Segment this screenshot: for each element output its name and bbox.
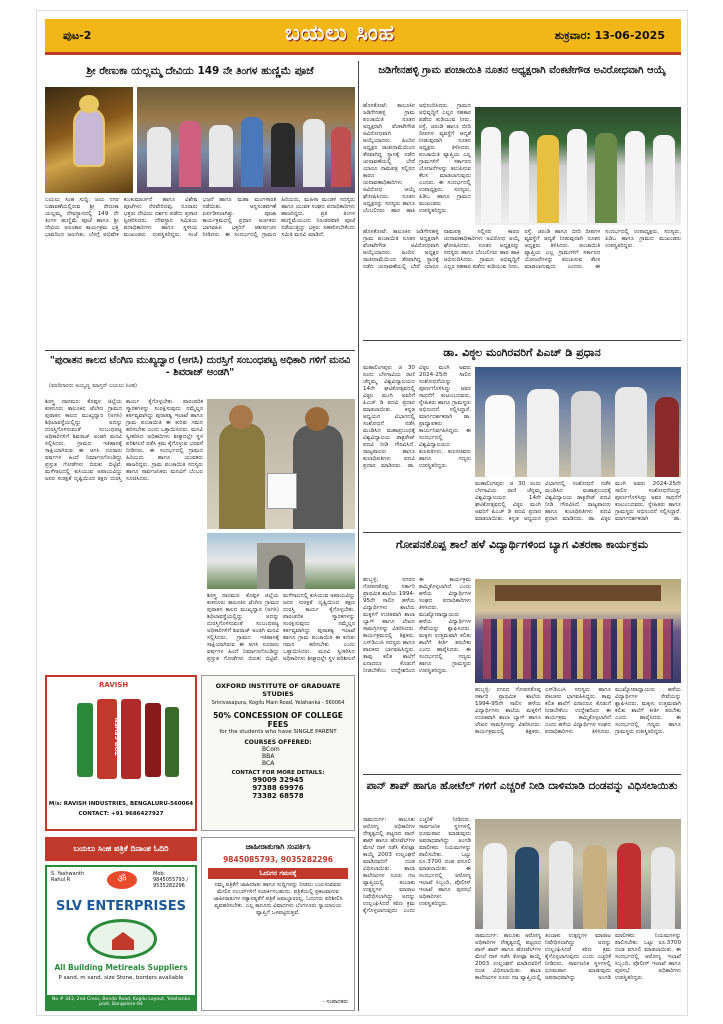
newspaper-page — [36, 10, 688, 1016]
article-headline: ಜಡಿಗೇನಹಳ್ಳಿ ಗ್ರಾಮ ಪಂಚಾಯಿತಿ ನೂತನ ಅಧ್ಯಕ್ಷರಾಗಿ ವೆಂಕಟೇಗೌಡ ಅವಿರೋಧವಾಗಿ ಆಯ್ಕೆ — [378, 65, 666, 76]
raid-photo — [475, 819, 681, 929]
article-bag-distribution — [363, 535, 681, 771]
article-headline: ಶ್ರೀ ರೇಣುಕಾ ಯಲ್ಲಮ್ಮ ದೇವಿಯ 149 ನೇ ತಿಂಗಳ ಹುಣ್ಣಿಮೆ ಪೂಜೆ — [86, 65, 314, 77]
oxford-offer: 50% CONCESSION OF COLLEGE FEES — [213, 711, 343, 729]
article-panchayat-election — [363, 63, 681, 338]
classified-phones: 9845085793, 9035282296 — [223, 855, 333, 864]
house-logo-icon — [87, 919, 157, 959]
slv-tagline: All Building Metireals Suppliers — [54, 963, 188, 972]
slv-owner: S. Yashwanth Rahul R — [51, 871, 85, 883]
devotees-photo — [137, 87, 355, 193]
gate-photo — [207, 533, 355, 589]
notice-sign: - ಸಂಪಾದಕರು — [322, 999, 348, 1005]
ravish-industries-ad — [45, 675, 197, 831]
article-headline: ಪಾನ್ ಶಾಪ್ ಹಾಗೂ ಹೋಟೆಲ್ ಗಳಿಗೆ ಎಚ್ಚರಿಕೆ ನೀಡಿ ದಾಳಿಮಾಡಿ ದಂಡವನ್ನು ವಿಧಿಸಲಾಯಿತು — [366, 780, 678, 792]
article-body: ಹೊಸಕೋಟೆ: ತಾಲೂಕಿನ ಜಡಿಗೇನಹಳ್ಳಿ ಗ್ರಾಮ ಪಂಚಾಯಿತಿ ನೂತನ ಅಧ್ಯಕ್ಷರಾಗಿ ವೆಂಕಟೇಗೌಡ ಅವಿರೋಧವಾಗಿ ಆಯ್ಕೆಯಾದರು. ಹಿಂದಿನ ಅಧ್ಯಕ್ಷರ ರಾಜೀನಾಮೆಯಿಂದ ತೆರವಾಗಿದ್ದ ಸ್ಥಾನಕ್ಕೆ ನಡೆದ ಚುನಾವಣೆಯಲ್ಲಿ ಬೇರೆ ಯಾರೂ ನಾಮಪತ್ರ ಸಲ್ಲಿಸದ ಕಾರಣ ಚುನಾವಣಾಧಿಕಾರಿಗಳು ಅವಿರೋಧ ಆಯ್ಕೆ ಘೋಷಿಸಿದರು. ನೂತನ ಅಧ್ಯಕ್ಷರನ್ನು ಸದಸ್ಯರು ಹಾಗೂ ಬೆಂಬಲಿಗರು ಹಾರ ಹಾಕಿ ಅಭಿನಂದಿಸಿದರು. ಗ್ರಾಮದ ಅಭಿವೃದ್ಧಿಗೆ ಎಲ್ಲರ ಸಹಕಾರ ಪಡೆದು ಕುಡಿಯುವ ನೀರು, ರಸ್ತೆ, ಚರಂಡಿ ಹಾಗೂ ಬೀದಿ ದೀಪಗಳ ವ್ಯವಸ್ಥೆಗೆ ಆದ್ಯತೆ ನೀಡುವುದಾಗಿ ನೂತನ ಅಧ್ಯಕ್ಷರು ತಿಳಿಸಿದರು. ಪಂಚಾಯಿತಿ ವ್ಯಾಪ್ತಿಯ ಎಲ್ಲ ಗ್ರಾಮಗಳಿಗೆ ಸರ್ಕಾರದ ಯೋಜನೆಗಳನ್ನು ತಲುಪಿಸುವ ಕೆಲಸ ಮಾಡಲಾಗುವುದು ಎಂದರು. ಈ ಸಂದರ್ಭದಲ್ಲಿ ಉಪಾಧ್ಯಕ್ಷರು, ಸದಸ್ಯರು, ಪಿಡಿಒ ಹಾಗೂ ಗ್ರಾಮದ ಮುಖಂಡರು ಉಪಸ್ಥಿತರಿದ್ದರು. — [363, 103, 471, 214]
row-divider — [363, 774, 681, 775]
slv-address: No # 343, 2nd Cross, Benda Road, Kogilu Layout, Yelahanka post, Bangalore-64 — [47, 995, 195, 1009]
article-body: ಮಹಾಲಿಂಗಪುರ: ಜಿ 30 ರಂದು ಬೆಳಗಾವಿಯ ರಾಣಿ ಚೆನ್ನಮ್ಮ ವಿಶ್ವವಿದ್ಯಾಲಯದ 14ನೇ ಘಟಿಕೋತ್ಸವದಲ್ಲಿ ವಿಠ್ಠಲ ಮಂಗಿ ಅವರಿಗೆ ಪಿಎಚ್ ಡಿ ಪದವಿ ಪ್ರದಾನ ಮಾಡಲಾಯಿತು. ಕನ್ನಡ ಅಧ್ಯಯನ ವಿಭಾಗದಲ್ಲಿ ಸಂಶೋಧನೆ ನಡೆಸಿ ಮಂಡಿಸಿದ ಮಹಾಪ್ರಬಂಧಕ್ಕೆ ವಿಶ್ವವಿದ್ಯಾಲಯ ಡಾಕ್ಟರೇಟ್ ಪದವಿ ನೀಡಿ ಗೌರವಿಸಿದೆ. ರಾಜ್ಯಪಾಲರು ಹಾಗೂ ಕುಲಾಧಿಪತಿಗಳು ಪದವಿ ಪ್ರದಾನ ಮಾಡಿದರು. ಡಾ. ವಿಠ್ಠಲ ಮಂಗಿ ಅವರು 2024-25ನೇ ಸಾಲಿನ ಸಂಶೋಧನೆಯನ್ನು ಪೂರ್ಣಗೊಳಿಸಿದ್ದು ಅವರ ಸಾಧನೆಗೆ ಕುಟುಂಬದವರು, ಸ್ನೇಹಿತರು ಹಾಗೂ ಗ್ರಾಮಸ್ಥರು ಅಭಿನಂದನೆ ಸಲ್ಲಿಸಿದ್ದಾರೆ. ಮಾರ್ಗದರ್ಶಕರಾಗಿ ಡಾ. ಪ್ರಾಧ್ಯಾಪಕರು ಕಾರ್ಯನಿರ್ವಹಿಸಿದ್ದರು. ಈ ಸಂದರ್ಭದಲ್ಲಿ ವಿಶ್ವವಿದ್ಯಾಲಯದ ಕುಲಪತಿಗಳು, ಕುಲಸಚಿವರು ಹಾಗೂ ಗಣ್ಯರು ಉಪಸ್ಥಿತರಿದ್ದರು. — [363, 365, 471, 469]
oxford-contact-title: CONTACT FOR MORE DETAILS: — [231, 770, 325, 776]
article-body-continued: ಹುಬ್ಬಳ್ಳಿ: ನಗರದ ಗೋಪನಕೊಪ್ಪ ಸರ್ಕಾರಿ ಪ್ರಾಥಮಿಕ ಶಾಲೆಯ 1994-95ನೇ ಸಾಲಿನ ಹಳೆಯ ವಿದ್ಯಾರ್ಥಿಗಳು ಶಾಲೆಯ ಮಕ್ಕಳಿಗೆ ಉಚಿತವಾಗಿ ಶಾಲಾ ಬ್ಯಾಗ್ ಹಾಗೂ ಲೇಖನ ಸಾಮಗ್ರಿಗಳನ್ನು ವಿತರಿಸಿದರು. ಕಾರ್ಯಕ್ರಮದಲ್ಲಿ ಶಿಕ್ಷಕರು, ಎಸ್‌ಡಿಎಂಸಿ ಸದಸ್ಯರು ಹಾಗೂ ಪಾಲಕರು ಭಾಗವಹಿಸಿದ್ದರು. ತಾವು ಕಲಿತ ಶಾಲೆಗೆ ಏನಾದರೂ ಕೊಡುಗೆ ನೀಡಬೇಕೆಂಬ ಉದ್ದೇಶದಿಂದ ಈ ಕಾರ್ಯಕ್ರಮ ಹಮ್ಮಿಕೊಳ್ಳಲಾಗಿದೆ ಎಂದು ಹಳೆಯ ವಿದ್ಯಾರ್ಥಿಗಳ ಸಂಘದ ಪದಾಧಿಕಾರಿಗಳು ತಿಳಿಸಿದರು. ಮುಖ್ಯೋಪಾಧ್ಯಾಯರು ಹಳೆಯ ವಿದ್ಯಾರ್ಥಿಗಳ ಸೇವೆಯನ್ನು ಶ್ಲಾಘಿಸಿದರು. ಮಕ್ಕಳು ಉತ್ತಮವಾಗಿ ಕಲಿತು ಶಾಲೆಗೆ ಕೀರ್ತಿ ತರಬೇಕು ಎಂದು ಹಾರೈಸಿದರು. ಈ ಸಂದರ್ಭದಲ್ಲಿ ಗಣ್ಯರು ಹಾಗೂ ಗ್ರಾಮಸ್ಥರು ಉಪಸ್ಥಿತರಿದ್ದರು. — [475, 687, 681, 735]
issue-date: ಶುಕ್ರವಾರ: 13-06-2025 — [554, 29, 665, 42]
deity-photo — [45, 87, 133, 193]
masthead — [45, 19, 681, 55]
convocation-photo — [475, 367, 681, 477]
article-byline: (ವರದಿಗಾರರು ಅಯ್ಯಣ್ಣ ಮಾಸ್ತರ್ ಬಯಲು ಸಿಂಹ) — [49, 382, 138, 389]
page-number: ಪುಟ-2 — [63, 29, 92, 42]
column-divider — [358, 61, 359, 1011]
row-divider — [363, 532, 681, 533]
row-divider — [363, 340, 681, 341]
subscribe-banner — [45, 837, 197, 861]
article-body-continued: ಮಹಾಲಿಂಗಪುರ: ಜಿ 30 ರಂದು ಬೆಳಗಾವಿಯ ರಾಣಿ ಚೆನ್ನಮ್ಮ ವಿಶ್ವವಿದ್ಯಾಲಯದ 14ನೇ ಘಟಿಕೋತ್ಸವದಲ್ಲಿ ವಿಠ್ಠಲ ಮಂಗಿ ಅವರಿಗೆ ಪಿಎಚ್ ಡಿ ಪದವಿ ಪ್ರದಾನ ಮಾಡಲಾಯಿತು. ಕನ್ನಡ ಅಧ್ಯಯನ ವಿಭಾಗದಲ್ಲಿ ಸಂಶೋಧನೆ ನಡೆಸಿ ಮಂಡಿಸಿದ ಮಹಾಪ್ರಬಂಧಕ್ಕೆ ವಿಶ್ವವಿದ್ಯಾಲಯ ಡಾಕ್ಟರೇಟ್ ಪದವಿ ನೀಡಿ ಗೌರವಿಸಿದೆ. ರಾಜ್ಯಪಾಲರು ಹಾಗೂ ಕುಲಾಧಿಪತಿಗಳು ಪದವಿ ಪ್ರದಾನ ಮಾಡಿದರು. ಡಾ. ವಿಠ್ಠಲ ಮಂಗಿ ಅವರು 2024-25ನೇ ಸಾಲಿನ ಸಂಶೋಧನೆಯನ್ನು ಪೂರ್ಣಗೊಳಿಸಿದ್ದು ಅವರ ಸಾಧನೆಗೆ ಕುಟುಂಬದವರು, ಸ್ನೇಹಿತರು ಹಾಗೂ ಗ್ರಾಮಸ್ಥರು ಅಭಿನಂದನೆ ಸಲ್ಲಿಸಿದ್ದಾರೆ. ಮಾರ್ಗದರ್ಶಕರಾಗಿ ಡಾ. — [475, 481, 681, 522]
course-item: BCA — [262, 760, 275, 767]
classified-notice — [201, 837, 355, 1011]
article-body-continued: ಹೊಸಕೋಟೆ: ತಾಲೂಕಿನ ಜಡಿಗೇನಹಳ್ಳಿ ಗ್ರಾಮ ಪಂಚಾಯಿತಿ ನೂತನ ಅಧ್ಯಕ್ಷರಾಗಿ ವೆಂಕಟೇಗೌಡ ಅವಿರೋಧವಾಗಿ ಆಯ್ಕೆಯಾದರು. ಹಿಂದಿನ ಅಧ್ಯಕ್ಷರ ರಾಜೀನಾಮೆಯಿಂದ ತೆರವಾಗಿದ್ದ ಸ್ಥಾನಕ್ಕೆ ನಡೆದ ಚುನಾವಣೆಯಲ್ಲಿ ಬೇರೆ ಯಾರೂ ನಾಮಪತ್ರ ಸಲ್ಲಿಸದ ಕಾರಣ ಚುನಾವಣಾಧಿಕಾರಿಗಳು ಅವಿರೋಧ ಆಯ್ಕೆ ಘೋಷಿಸಿದರು. ನೂತನ ಅಧ್ಯಕ್ಷರನ್ನು ಸದಸ್ಯರು ಹಾಗೂ ಬೆಂಬಲಿಗರು ಹಾರ ಹಾಕಿ ಅಭಿನಂದಿಸಿದರು. ಗ್ರಾಮದ ಅಭಿವೃದ್ಧಿಗೆ ಎಲ್ಲರ ಸಹಕಾರ ಪಡೆದು ಕುಡಿಯುವ ನೀರು, ರಸ್ತೆ, ಚರಂಡಿ ಹಾಗೂ ಬೀದಿ ದೀಪಗಳ ವ್ಯವಸ್ಥೆಗೆ ಆದ್ಯತೆ ನೀಡುವುದಾಗಿ ನೂತನ ಅಧ್ಯಕ್ಷರು ತಿಳಿಸಿದರು. ಪಂಚಾಯಿತಿ ವ್ಯಾಪ್ತಿಯ ಎಲ್ಲ ಗ್ರಾಮಗಳಿಗೆ ಸರ್ಕಾರದ ಯೋಜನೆಗಳನ್ನು ತಲುಪಿಸುವ ಕೆಲಸ ಮಾಡಲಾಗುವುದು ಎಂದರು. ಈ ಸಂದರ್ಭದಲ್ಲಿ ಉಪಾಧ್ಯಕ್ಷರು, ಸದಸ್ಯರು, ಪಿಡಿಒ ಹಾಗೂ ಗ್ರಾಮದ ಮುಖಂಡರು ಉಪಸ್ಥಿತರಿದ್ದರು. — [363, 229, 681, 270]
course-item: BBA — [262, 753, 275, 760]
article-pan-shop-raid — [363, 777, 681, 1011]
slv-phone: Mob: 9845055793 / 9535282296 — [153, 871, 189, 889]
school-students-photo — [475, 579, 681, 683]
article-body: ಬಯಲು ಸಿಂಹ ಸುದ್ದಿ: ಜಯ ನಗರ ಬಡಾವಣೆಯಲ್ಲಿರುವ ಶ್ರೀ ರೇಣುಕಾ ಯಲ್ಲಮ್ಮ ದೇವಸ್ಥಾನದಲ್ಲಿ 149 ನೇ ತಿಂಗಳ ಹುಣ್ಣಿಮೆ ಪೂಜೆ ಹಾಗೂ ಶ್ರೀ ದೇವಿಯ ಅಲಂಕಾರ ಕಾರ್ಯಕ್ರಮ ಭಕ್ತಿ ಭಾವದಿಂದ ಜರುಗಿತು. ಬೆಳಗ್ಗೆ ಅಭಿಷೇಕ ಕುಂಕುಮಾರ್ಚನೆ ಹಾಗೂ ವಿಶೇಷ ಪೂಜೆಗಳು ನೆರವೇರಿದವು. ನೂರಾರು ಭಕ್ತರು ದೇವಿಯ ದರ್ಶನ ಪಡೆದು ಪ್ರಸಾದ ಸ್ವೀಕರಿಸಿದರು. ದೇವಸ್ಥಾನ ಸಮಿತಿಯ ಪದಾಧಿಕಾರಿಗಳು ಹಾಗೂ ಸ್ಥಳೀಯ ಮುಖಂಡರು ಉಪಸ್ಥಿತರಿದ್ದರು. ಸಂಜೆ ಭಜನೆ ಹಾಗೂ ಮಹಾ ಮಂಗಳಾರತಿ ನಡೆಯಿತು. ಅನ್ನಸಂತರ್ಪಣೆ ಏರ್ಪಡಿಸಲಾಗಿತ್ತು. ಪೂಜಾ ಕಾರ್ಯಕ್ರಮದಲ್ಲಿ ಪ್ರಧಾನ ಅರ್ಚಕರು ಭಾಗವಹಿಸಿ ಭಕ್ತರಿಗೆ ಆಶೀರ್ವಚನ ನೀಡಿದರು. ಈ ಸಂದರ್ಭದಲ್ಲಿ ಗ್ರಾಮದ ಹಿರಿಯರು, ಮಹಿಳಾ ಮಂಡಳಿ ಸದಸ್ಯರು ಹಾಗೂ ಯುವಕ ಸಂಘದ ಪದಾಧಿಕಾರಿಗಳು ಹಾಜರಿದ್ದರು. ಪ್ರತಿ ತಿಂಗಳ ಹುಣ್ಣಿಮೆಯಂದು ನಿರಂತರವಾಗಿ ಪೂಜೆ ನಡೆಯುತ್ತಿದ್ದು ಭಕ್ತರು ಸಹಕರಿಸಬೇಕೆಂದು ಸಮಿತಿ ಮನವಿ ಮಾಡಿದೆ. — [45, 197, 355, 238]
slv-items: P sand, m sand, size Stone, borders available — [58, 975, 184, 981]
article-renuka-puja — [45, 63, 355, 348]
memorandum-photo — [207, 399, 355, 529]
article-headline: ಗೋಪನಕೊಪ್ಪ ಶಾಲೆ ಹಳೆ ವಿದ್ಯಾರ್ಥಿಗಳಿಂದ ಬ್ಯಾಗ ವಿತರಣಾ ಕಾರ್ಯಕ್ರಮ — [395, 538, 649, 551]
oxford-courses — [262, 746, 354, 767]
article-body: ರಾಮದುರ್ಗ: ತಾಲೂಕು ಆರೋಗ್ಯ ಅಧಿಕಾರಿಗಳ ನೇತೃತ್ವದಲ್ಲಿ ಪಟ್ಟಣದ ಪಾನ್ ಶಾಪ್ ಹಾಗೂ ಹೋಟೆಲ್‌ಗಳ ಮೇಲೆ ದಾಳಿ ನಡೆಸಿ ಕೋಟ್ಪಾ ಕಾಯ್ದೆ 2003 ಉಲ್ಲಂಘನೆ ಮಾಡಿದವರಿಗೆ ದಂಡ ವಿಧಿಸಲಾಯಿತು. ಶಾಲಾ ಕಾಲೇಜುಗಳ ನೂರು ಗಜ ವ್ಯಾಪ್ತಿಯಲ್ಲಿ ತಂಬಾಕು ಉತ್ಪನ್ನಗಳ ಮಾರಾಟ ನಿಷೇಧಿಸಲಾಗಿದ್ದು ಅದನ್ನು ಉಲ್ಲಂಘಿಸಿದರೆ ಕಠಿಣ ಕ್ರಮ ಕೈಗೊಳ್ಳಲಾಗುವುದು ಎಂದು ಎಚ್ಚರಿಕೆ ನೀಡಿದರು. ಸಾರ್ವಜನಿಕ ಸ್ಥಳಗಳಲ್ಲಿ ಧೂಮಪಾನ ಮಾಡುವುದು ಅಪರಾಧವಾಗಿದ್ದು ಅಂಗಡಿ ಮಾಲೀಕರು ನಿಯಮಗಳನ್ನು ಪಾಲಿಸಬೇಕು. ಒಟ್ಟು ರೂ.3700 ದಂಡ ವಸೂಲಿ ಮಾಡಲಾಯಿತು. ಈ ಸಂದರ್ಭದಲ್ಲಿ ಆರೋಗ್ಯ ಇಲಾಖೆ ಸಿಬ್ಬಂದಿ, ಪೊಲೀಸ್ ಇಲಾಖೆ ಹಾಗೂ ಪುರಸಭೆ ಅಧಿಕಾರಿಗಳು ಉಪಸ್ಥಿತರಿದ್ದರು. — [363, 817, 471, 914]
article-heritage-gate — [45, 353, 355, 671]
ravish-product: TOP SEVEN — [114, 717, 122, 756]
oxford-courses-title: COURSES OFFERED: — [244, 739, 312, 746]
classified-title: ಜಾಹೀರಾತುಗಾಗಿ ಸಂಪರ್ಕಿಸಿ — [245, 842, 311, 851]
slv-enterprises-ad — [45, 865, 197, 1011]
oxford-offer-sub: for the students who have SINGLE PARENT — [219, 729, 337, 735]
ravish-contact: CONTACT: +91 9686427927 — [78, 811, 164, 817]
notice-title: ಓದುಗರ ಗಮನಕ್ಕೆ — [208, 868, 348, 879]
notice-text: ನಮ್ಮ ಪತ್ರಿಕೆಗೆ ಜಾಹೀರಾತು ಹಾಗೂ ಸುದ್ದಿಗಳನ್ನು ನೀಡಲು ಬಯಸುವವರು ಮೇಲಿನ ನಂಬರ್‌ಗಳಿಗೆ ಸಂಪರ್ಕಿಸಬಹುದು. ಪತ್ರಿಕೆಯಲ್ಲಿ ಪ್ರಕಟವಾಗುವ ಜಾಹೀರಾತುಗಳ ಸತ್ಯಾಸತ್ಯತೆಗೆ ಪತ್ರಿಕೆ ಜವಾಬ್ದಾರರಲ್ಲ. ಓದುಗರು ಪರಿಶೀಲಿಸಿ ವ್ಯವಹರಿಸಬೇಕು. ಎಲ್ಲ ಕಾನೂನು ವಿವಾದಗಳು ಬೆಂಗಳೂರು ನ್ಯಾಯಾಲಯ ವ್ಯಾಪ್ತಿಗೆ ಒಳಪಟ್ಟಿರುತ್ತವೆ. — [213, 882, 343, 916]
newspaper-title: ಬಯಲು ಸಿಂಹ — [285, 21, 396, 46]
article-body: ಹುಬ್ಬಳ್ಳಿ: ನಗರದ ಗೋಪನಕೊಪ್ಪ ಸರ್ಕಾರಿ ಪ್ರಾಥಮಿಕ ಶಾಲೆಯ 1994-95ನೇ ಸಾಲಿನ ಹಳೆಯ ವಿದ್ಯಾರ್ಥಿಗಳು ಶಾಲೆಯ ಮಕ್ಕಳಿಗೆ ಉಚಿತವಾಗಿ ಶಾಲಾ ಬ್ಯಾಗ್ ಹಾಗೂ ಲೇಖನ ಸಾಮಗ್ರಿಗಳನ್ನು ವಿತರಿಸಿದರು. ಕಾರ್ಯಕ್ರಮದಲ್ಲಿ ಶಿಕ್ಷಕರು, ಎಸ್‌ಡಿಎಂಸಿ ಸದಸ್ಯರು ಹಾಗೂ ಪಾಲಕರು ಭಾಗವಹಿಸಿದ್ದರು. ತಾವು ಕಲಿತ ಶಾಲೆಗೆ ಏನಾದರೂ ಕೊಡುಗೆ ನೀಡಬೇಕೆಂಬ ಉದ್ದೇಶದಿಂದ ಈ ಕಾರ್ಯಕ್ರಮ ಹಮ್ಮಿಕೊಳ್ಳಲಾಗಿದೆ ಎಂದು ಹಳೆಯ ವಿದ್ಯಾರ್ಥಿಗಳ ಸಂಘದ ಪದಾಧಿಕಾರಿಗಳು ತಿಳಿಸಿದರು. ಮುಖ್ಯೋಪಾಧ್ಯಾಯರು ಹಳೆಯ ವಿದ್ಯಾರ್ಥಿಗಳ ಸೇವೆಯನ್ನು ಶ್ಲಾಘಿಸಿದರು. ಮಕ್ಕಳು ಉತ್ತಮವಾಗಿ ಕಲಿತು ಶಾಲೆಗೆ ಕೀರ್ತಿ ತರಬೇಕು ಎಂದು ಹಾರೈಸಿದರು. ಈ ಸಂದರ್ಭದಲ್ಲಿ ಗಣ್ಯರು ಹಾಗೂ ಗ್ರಾಮಸ್ಥರು ಉಪಸ್ಥಿತರಿದ್ದರು. — [363, 577, 471, 674]
oxford-address: Srinivasapura, Kogilu Main Road, Yelahanka - 560064 — [211, 700, 345, 706]
slv-name: SLV ENTERPRISES — [56, 899, 186, 914]
article-phd-award — [363, 343, 681, 529]
article-headline: ಡಾ. ವಿಠ್ಠಲ ಮಂಗಿರವರಿಗೆ ಪಿಎಚ್ ಡಿ ಪ್ರಧಾನ — [443, 346, 601, 359]
article-headline: "ಪುರಾತನ ಕಾಲದ ಟೆಂಗಿಣ ಮುಖ್ಯದ್ವಾರ (ಅಗಸಿ) ದುರಸ್ತಿಗೆ ಸಂಬಂಧಪಟ್ಟ ಅಧಿಕಾರಿ ಗಳಿಗೆ ಮನವಿ - ಶಿವರಾಜ್ ಅಂಡಗಿ" — [49, 355, 351, 378]
row-divider — [45, 350, 355, 351]
subscribe-text: ಬಯಲು ಸಿಂಹ ಪತ್ರಿಕೆ ದಿನಾಂಶ ಓದಿರಿ — [73, 844, 169, 853]
oxford-phones — [202, 776, 354, 800]
om-icon: ॐ — [107, 871, 137, 889]
phone-number: 99009 32945 — [252, 776, 304, 784]
felicitation-photo — [475, 107, 681, 225]
ravish-brand: RAVISH — [99, 681, 129, 689]
phone-number: 97388 69976 — [252, 784, 304, 792]
article-body-continued: ಶಿರಸ್ತ್ರ ದಾನಮರ: ಕೊಪ್ಪಳ ಜಿಲ್ಲೆಯ ಕುಕನೂರು ತಾಲೂಕಿನ ಟೆಂಗಿಣ ಗ್ರಾಮದ ಪುರಾತನ ಕಾಲದ ಮುಖ್ಯದ್ವಾರ (ಅಗಸಿ) ಶಿಥಿಲಾವಸ್ಥೆಯಲ್ಲಿದ್ದು ಅದನ್ನು ದುರಸ್ತಿಗೊಳಿಸುವಂತೆ ಸಂಬಂಧಪಟ್ಟ ಅಧಿಕಾರಿಗಳಿಗೆ ಶಿವರಾಜ್ ಅಂಡಗಿ ಮನವಿ ಸಲ್ಲಿಸಿದರು. ಗ್ರಾಮದ ಇತಿಹಾಸಕ್ಕೆ ಸಾಕ್ಷಿಯಾಗಿರುವ ಈ ಅಗಸಿ ನೂರಾರು ವರ್ಷಗಳ ಹಿಂದೆ ನಿರ್ಮಾಣಗೊಂಡಿದ್ದು ಪ್ರಸ್ತುತ ಗೋಡೆಗಳು ಬಿರುಕು ಬಿಟ್ಟಿವೆ. ಮಳೆಗಾಲದಲ್ಲಿ ಕುಸಿಯುವ ಅಪಾಯವಿದ್ದು ಜನರ ಸುರಕ್ಷತೆ ದೃಷ್ಟಿಯಿಂದ ತಕ್ಷಣ ದುರಸ್ತಿ ಕಾರ್ಯ ಕೈಗೊಳ್ಳಬೇಕು. ಪಾರಂಪರಿಕ ಸ್ಮಾರಕಗಳನ್ನು ಸಂರಕ್ಷಿಸುವುದು ನಮ್ಮೆಲ್ಲರ ಕರ್ತವ್ಯವಾಗಿದ್ದು ಪುರಾತತ್ವ ಇಲಾಖೆ ಹಾಗೂ ಗ್ರಾಮ ಪಂಚಾಯಿತಿ ಈ ಕುರಿತು ಗಮನ ಹರಿಸಬೇಕು ಎಂದು ಒತ್ತಾಯಿಸಿದರು. ಮನವಿ ಸ್ವೀಕರಿಸಿದ ಅಧಿಕಾರಿಗಳು ಶೀಘ್ರದಲ್ಲೇ ಸ್ಥಳ ಪರಿಶೀಲನೆ — [207, 593, 355, 662]
article-body: ಶಿರಸ್ತ್ರ ದಾನಮರ: ಕೊಪ್ಪಳ ಜಿಲ್ಲೆಯ ಕುಕನೂರು ತಾಲೂಕಿನ ಟೆಂಗಿಣ ಗ್ರಾಮದ ಪುರಾತನ ಕಾಲದ ಮುಖ್ಯದ್ವಾರ (ಅಗಸಿ) ಶಿಥಿಲಾವಸ್ಥೆಯಲ್ಲಿದ್ದು ಅದನ್ನು ದುರಸ್ತಿಗೊಳಿಸುವಂತೆ ಸಂಬಂಧಪಟ್ಟ ಅಧಿಕಾರಿಗಳಿಗೆ ಶಿವರಾಜ್ ಅಂಡಗಿ ಮನವಿ ಸಲ್ಲಿಸಿದರು. ಗ್ರಾಮದ ಇತಿಹಾಸಕ್ಕೆ ಸಾಕ್ಷಿಯಾಗಿರುವ ಈ ಅಗಸಿ ನೂರಾರು ವರ್ಷಗಳ ಹಿಂದೆ ನಿರ್ಮಾಣಗೊಂಡಿದ್ದು ಪ್ರಸ್ತುತ ಗೋಡೆಗಳು ಬಿರುಕು ಬಿಟ್ಟಿವೆ. ಮಳೆಗಾಲದಲ್ಲಿ ಕುಸಿಯುವ ಅಪಾಯವಿದ್ದು ಜನರ ಸುರಕ್ಷತೆ ದೃಷ್ಟಿಯಿಂದ ತಕ್ಷಣ ದುರಸ್ತಿ ಕಾರ್ಯ ಕೈಗೊಳ್ಳಬೇಕು. ಪಾರಂಪರಿಕ ಸ್ಮಾರಕಗಳನ್ನು ಸಂರಕ್ಷಿಸುವುದು ನಮ್ಮೆಲ್ಲರ ಕರ್ತವ್ಯವಾಗಿದ್ದು ಪುರಾತತ್ವ ಇಲಾಖೆ ಹಾಗೂ ಗ್ರಾಮ ಪಂಚಾಯಿತಿ ಈ ಕುರಿತು ಗಮನ ಹರಿಸಬೇಕು ಎಂದು ಒತ್ತಾಯಿಸಿದರು. ಮನವಿ ಸ್ವೀಕರಿಸಿದ ಅಧಿಕಾರಿಗಳು ಶೀಘ್ರದಲ್ಲೇ ಸ್ಥಳ ಪರಿಶೀಲನೆ ನಡೆಸಿ ಕ್ರಮ ಕೈಗೊಳ್ಳುವ ಭರವಸೆ ನೀಡಿದರು. ಈ ಸಂದರ್ಭದಲ್ಲಿ ಗ್ರಾಮದ ಹಿರಿಯರು ಹಾಗೂ ಯುವಕರು ಹಾಜರಿದ್ದರು. ಗ್ರಾಮ ಪಂಚಾಯಿತಿ ಸದಸ್ಯರು ಹಾಗೂ ಸಾರ್ವಜನಿಕರು ಮನವಿಗೆ ಬೆಂಬಲ ಸೂಚಿಸಿದರು. — [45, 399, 203, 482]
phone-number: 73382 68578 — [252, 792, 304, 800]
oxford-institute-ad — [201, 675, 355, 831]
ravish-company: M/s: RAVISH INDUSTRIES, BENGALURU-560064 — [48, 801, 194, 807]
course-item: BCom — [262, 746, 280, 753]
article-body-continued: ರಾಮದುರ್ಗ: ತಾಲೂಕು ಆರೋಗ್ಯ ಅಧಿಕಾರಿಗಳ ನೇತೃತ್ವದಲ್ಲಿ ಪಟ್ಟಣದ ಪಾನ್ ಶಾಪ್ ಹಾಗೂ ಹೋಟೆಲ್‌ಗಳ ಮೇಲೆ ದಾಳಿ ನಡೆಸಿ ಕೋಟ್ಪಾ ಕಾಯ್ದೆ 2003 ಉಲ್ಲಂಘನೆ ಮಾಡಿದವರಿಗೆ ದಂಡ ವಿಧಿಸಲಾಯಿತು. ಶಾಲಾ ಕಾಲೇಜುಗಳ ನೂರು ಗಜ ವ್ಯಾಪ್ತಿಯಲ್ಲಿ ತಂಬಾಕು ಉತ್ಪನ್ನಗಳ ಮಾರಾಟ ನಿಷೇಧಿಸಲಾಗಿದ್ದು ಅದನ್ನು ಉಲ್ಲಂಘಿಸಿದರೆ ಕಠಿಣ ಕ್ರಮ ಕೈಗೊಳ್ಳಲಾಗುವುದು ಎಂದು ಎಚ್ಚರಿಕೆ ನೀಡಿದರು. ಸಾರ್ವಜನಿಕ ಸ್ಥಳಗಳಲ್ಲಿ ಧೂಮಪಾನ ಮಾಡುವುದು ಅಪರಾಧವಾಗಿದ್ದು ಅಂಗಡಿ ಮಾಲೀಕರು ನಿಯಮಗಳನ್ನು ಪಾಲಿಸಬೇಕು. ಒಟ್ಟು ರೂ.3700 ದಂಡ ವಸೂಲಿ ಮಾಡಲಾಯಿತು. ಈ ಸಂದರ್ಭದಲ್ಲಿ ಆರೋಗ್ಯ ಇಲಾಖೆ ಸಿಬ್ಬಂದಿ, ಪೊಲೀಸ್ ಇಲಾಖೆ ಹಾಗೂ ಪುರಸಭೆ ಅಧಿಕಾರಿಗಳು ಉಪಸ್ಥಿತರಿದ್ದರು. — [475, 933, 681, 981]
oxford-name: OXFORD INSTITUTE OF GRADUATE STUDIES — [215, 682, 341, 698]
